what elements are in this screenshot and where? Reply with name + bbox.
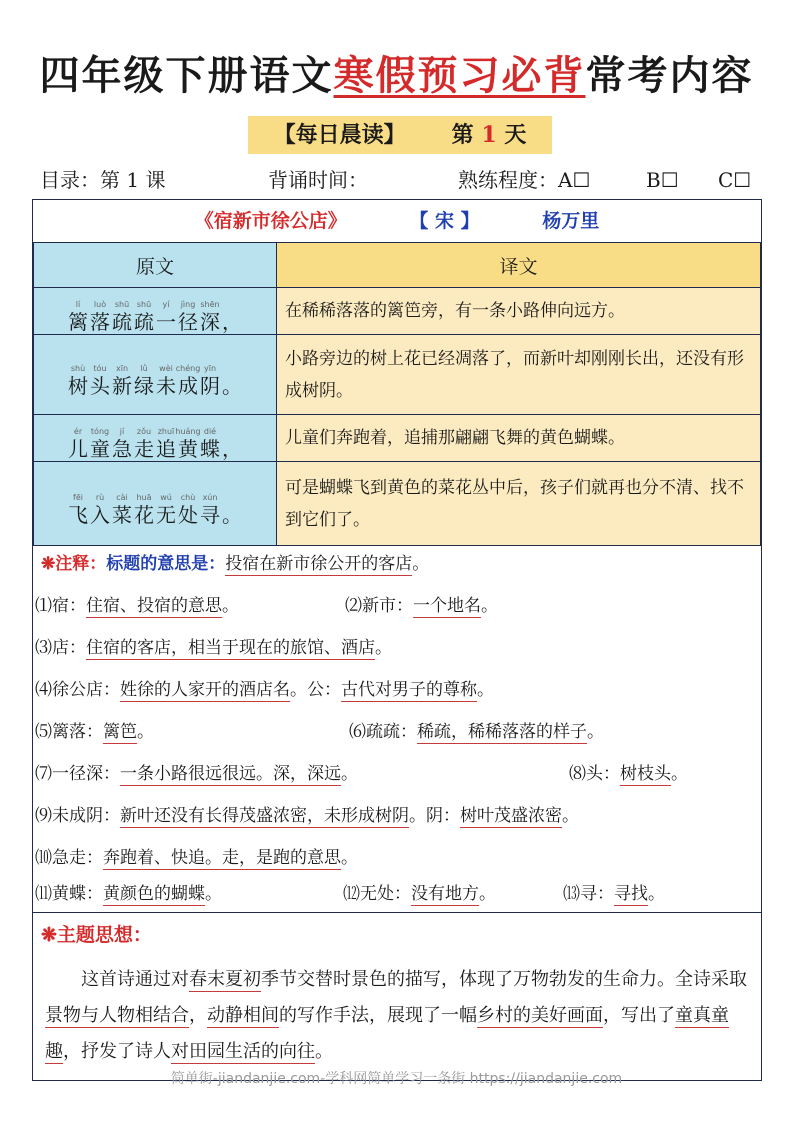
theme-underlined: 春末夏初 xyxy=(189,969,261,990)
poem-character xyxy=(90,364,111,398)
poem-character xyxy=(156,427,177,461)
pinyin: cài xyxy=(116,492,128,502)
pinyin: chéng xyxy=(175,363,201,373)
hanzi: 篱 xyxy=(68,310,88,334)
notes-label: ❋注释： xyxy=(41,554,107,574)
proficiency-c: C☐ xyxy=(718,168,752,192)
poem-character xyxy=(178,300,199,334)
poem-character xyxy=(222,300,243,334)
hanzi: 童 xyxy=(90,437,110,461)
table-row xyxy=(34,462,761,546)
hanzi: 一 xyxy=(156,310,176,334)
note-text: 篱笆 xyxy=(103,722,137,742)
poem-title: 《宿新市徐公店》 xyxy=(194,210,347,232)
pinyin: wú xyxy=(160,492,172,502)
pinyin: yīn xyxy=(203,363,217,373)
punct: 。 xyxy=(375,638,392,658)
table-row xyxy=(34,415,761,462)
hanzi: 头 xyxy=(90,373,110,398)
hanzi: 飞 xyxy=(68,502,88,527)
note-item xyxy=(569,756,688,792)
translation-line: 小路旁边的树上花已经凋落了，而新叶却刚刚长出，还没有形成树阴。 xyxy=(277,335,761,415)
page-title xyxy=(0,48,793,104)
note-label: ⑽急走： xyxy=(35,848,103,868)
day-label-prefix: 第 xyxy=(451,122,474,148)
punct: 。 xyxy=(341,848,358,868)
pinyin: zǒu xyxy=(136,427,152,436)
original-line xyxy=(34,462,277,546)
poem-character xyxy=(68,493,89,527)
catalog-text: 目录：第 1 课 xyxy=(40,168,166,192)
note-item xyxy=(35,840,358,876)
pinyin: tóng xyxy=(90,427,110,436)
poem-character xyxy=(90,300,111,334)
note-item xyxy=(345,588,498,624)
poem-character xyxy=(222,493,243,527)
note-label: ⑾黄蝶： xyxy=(35,884,103,904)
poem-author: 杨万里 xyxy=(542,210,600,232)
note-text: 树叶茂盛浓密 xyxy=(460,806,562,826)
hanzi: ， xyxy=(222,310,242,334)
day-number: 1 xyxy=(481,122,497,148)
poem-character xyxy=(112,364,133,398)
pinyin: huā xyxy=(136,492,152,502)
title-meaning: 投宿在新市徐公开的客店 xyxy=(225,554,413,574)
pinyin: zhuī xyxy=(157,427,175,436)
title-part-2: 常考内容 xyxy=(585,53,754,99)
punct: 。 xyxy=(412,554,430,574)
translation-line: 在稀稀落落的篱笆旁，有一条小路伸向远方。 xyxy=(277,288,761,335)
proficiency-b: B☐ xyxy=(646,168,679,192)
note-text: 黄颜色的蝴蝶 xyxy=(103,884,205,904)
hanzi: 落 xyxy=(90,310,110,334)
hanzi: 黄 xyxy=(178,437,198,461)
original-line xyxy=(34,335,277,415)
note-label: ⑵新市： xyxy=(345,596,413,616)
poem-table xyxy=(33,242,761,546)
translation-line: 可是蝴蝶飞到黄色的菜花丛中后，孩子们就再也分不清、找不到它们了。 xyxy=(277,462,761,546)
note-item xyxy=(563,876,665,912)
pinyin: luò xyxy=(93,300,107,309)
hanzi: 追 xyxy=(156,437,176,461)
day-label-suffix: 天 xyxy=(504,122,527,148)
table-row xyxy=(34,288,761,335)
note-item xyxy=(35,588,239,624)
theme-text: 季节交替时景色的描写，体现了万物勃发的生命力。全诗采取 xyxy=(261,969,747,990)
hanzi: 成 xyxy=(178,373,198,398)
poem-character xyxy=(68,427,89,461)
note-text: 住宿、投宿的意思 xyxy=(86,596,222,616)
hanzi: 树 xyxy=(68,373,88,398)
note-text: 姓徐的人家开的酒店名 xyxy=(120,680,290,700)
table-row xyxy=(34,335,761,415)
poem-character xyxy=(134,300,155,334)
pinyin: lí xyxy=(75,300,81,309)
punct: 。 xyxy=(137,722,154,742)
note-text: 一条小路很远很远。深，深远 xyxy=(120,764,341,784)
poem-character xyxy=(175,363,201,398)
hanzi: 无 xyxy=(156,502,176,527)
pinyin: huáng xyxy=(175,427,201,436)
note-item xyxy=(35,714,154,750)
punct: 。 xyxy=(205,884,222,904)
note-label: ⑴宿： xyxy=(35,596,86,616)
theme-heading: ❋主题思想： xyxy=(41,924,152,946)
title-highlight: 寒假预习必背 xyxy=(333,53,586,99)
poem-character xyxy=(134,364,155,398)
theme-underlined: 对田园生活的向往 xyxy=(171,1041,315,1062)
footer-watermark: 简单街-jiandanjie.com-学科网简单学习一条街 https://jiandanjie.com xyxy=(170,1071,623,1087)
theme-underlined: 乡村的美好画面 xyxy=(477,1005,603,1026)
poem-character xyxy=(156,364,177,398)
pinyin: jìng xyxy=(180,300,196,309)
punct: 。 xyxy=(562,806,579,826)
poem-character xyxy=(112,493,133,527)
column-header-translation: 译文 xyxy=(277,243,761,288)
theme-text: 的写作手法，展现了一幅 xyxy=(279,1005,477,1026)
note-item xyxy=(35,672,494,708)
pinyin: lǜ xyxy=(140,363,148,373)
poem-character xyxy=(200,364,221,398)
theme-underlined: 动静相间 xyxy=(207,1005,279,1026)
notes-section xyxy=(33,542,761,913)
daily-reading-banner xyxy=(248,116,552,154)
theme-text: ，写出了 xyxy=(603,1005,675,1026)
hanzi: 花 xyxy=(134,502,154,527)
poem-character xyxy=(134,427,155,461)
note-text: 一个地名 xyxy=(413,596,481,616)
note-label: ⑿无处： xyxy=(343,884,411,904)
daily-reading-label: 【每日晨读】 xyxy=(273,122,406,148)
pinyin: shēn xyxy=(200,300,220,309)
pinyin: fēi xyxy=(73,492,83,502)
hanzi: 急 xyxy=(112,437,132,461)
note-label: ⑶店： xyxy=(35,638,86,658)
poem-character xyxy=(156,300,177,334)
hanzi: 儿 xyxy=(68,437,88,461)
pinyin: yí xyxy=(162,300,170,309)
punct: 。 xyxy=(477,680,494,700)
poem-header xyxy=(33,200,761,243)
recite-time-text: 背诵时间： xyxy=(268,168,368,192)
title-part-1: 四年级下册语文 xyxy=(39,53,334,99)
hanzi: 。 xyxy=(222,373,242,398)
note-item xyxy=(343,876,496,912)
hanzi: 绿 xyxy=(134,373,154,398)
theme-body xyxy=(45,962,749,1070)
poem-character xyxy=(112,427,133,461)
poem-character xyxy=(200,300,221,334)
pinyin: ér xyxy=(73,427,83,436)
punct: 。 xyxy=(481,596,498,616)
note-text: 稀疏，稀稀落落的样子 xyxy=(417,722,587,742)
pinyin: rù xyxy=(95,492,105,502)
poem-character xyxy=(200,493,221,527)
hanzi: 。 xyxy=(222,502,242,527)
translation-line: 儿童们奔跑着，追捕那翩翩飞舞的黄色蝴蝶。 xyxy=(277,415,761,462)
poem-character xyxy=(90,493,111,527)
theme-text: 。 xyxy=(315,1041,333,1062)
punct: 。 xyxy=(222,596,239,616)
theme-text: ， xyxy=(189,1005,207,1026)
content-frame xyxy=(32,199,762,1081)
column-header-original: 原文 xyxy=(34,243,277,288)
hanzi: 入 xyxy=(90,502,110,527)
punct: 。 xyxy=(671,764,688,784)
hanzi: 新 xyxy=(112,373,132,398)
poem-character xyxy=(222,427,243,461)
punct: 。 xyxy=(479,884,496,904)
note-text: 寻找 xyxy=(614,884,648,904)
pinyin: dié xyxy=(203,427,217,436)
theme-text: ，抒发了诗人 xyxy=(63,1041,171,1062)
poem-character xyxy=(68,300,89,334)
note-label: ⑷徐公店： xyxy=(35,680,120,700)
pinyin: chù xyxy=(180,492,196,502)
pinyin: tóu xyxy=(93,363,107,373)
hanzi: ， xyxy=(222,437,242,461)
note-text: 树枝头 xyxy=(620,764,671,784)
poem-character xyxy=(175,427,201,461)
poem-character xyxy=(90,427,111,461)
poem-character xyxy=(112,300,133,334)
note-item xyxy=(35,630,392,666)
note-label: ⒀寻： xyxy=(563,884,614,904)
note-text: 奔跑着、快追。走，是跑的意思 xyxy=(103,848,341,868)
pinyin: xīn xyxy=(115,363,129,373)
note-label: 。公： xyxy=(290,680,341,700)
pinyin: xún xyxy=(202,492,218,502)
pinyin: jí xyxy=(119,427,125,436)
note-label: ⑺一径深： xyxy=(35,764,120,784)
hanzi: 深 xyxy=(200,310,220,334)
theme-underlined: 童真童趣 xyxy=(45,1005,729,1062)
poem-character xyxy=(68,364,89,398)
note-item xyxy=(35,798,579,834)
punct: 。 xyxy=(648,884,665,904)
hanzi: 走 xyxy=(134,437,154,461)
notes-heading xyxy=(41,546,429,582)
proficiency-a: 熟练程度：A☐ xyxy=(458,168,591,192)
theme-underlined: 景物与人物相结合 xyxy=(45,1005,189,1026)
punct: 。 xyxy=(587,722,604,742)
note-label: 。阴： xyxy=(409,806,460,826)
hanzi: 未 xyxy=(156,373,176,398)
note-text: 新叶还没有长得茂盛浓密，未形成树阴 xyxy=(120,806,409,826)
note-item xyxy=(35,756,358,792)
pinyin: shū xyxy=(136,300,152,309)
note-item xyxy=(35,876,222,912)
original-line xyxy=(34,288,277,335)
pinyin: wèi xyxy=(159,363,173,373)
poem-character xyxy=(134,493,155,527)
hanzi: 处 xyxy=(178,502,198,527)
note-label: ⑸篱落： xyxy=(35,722,103,742)
poem-character xyxy=(156,493,177,527)
hanzi: 疏 xyxy=(112,310,132,334)
poem-character xyxy=(222,364,243,398)
hanzi: 疏 xyxy=(134,310,154,334)
pinyin: shù xyxy=(70,363,86,373)
poem-character xyxy=(178,493,199,527)
punct: 。 xyxy=(341,764,358,784)
note-text: 古代对男子的尊称 xyxy=(341,680,477,700)
note-label: ⑼未成阴： xyxy=(35,806,120,826)
hanzi: 径 xyxy=(178,310,198,334)
note-text: 住宿的客店，相当于现在的旅馆、酒店 xyxy=(86,638,375,658)
hanzi: 菜 xyxy=(112,502,132,527)
hanzi: 寻 xyxy=(200,502,220,527)
hanzi: 阴 xyxy=(200,373,220,398)
note-label: ⑹疏疏： xyxy=(349,722,417,742)
note-label: ⑻头： xyxy=(569,764,620,784)
note-text: 没有地方 xyxy=(411,884,479,904)
hanzi: 蝶 xyxy=(200,437,220,461)
original-line xyxy=(34,415,277,462)
info-row xyxy=(40,164,760,196)
notes-title-label: 标题的意思是： xyxy=(106,554,226,574)
poem-character xyxy=(200,427,221,461)
theme-text: 这首诗通过对 xyxy=(81,969,189,990)
poem-dynasty: 【 宋 】 xyxy=(409,210,480,232)
note-item xyxy=(349,714,604,750)
pinyin: shū xyxy=(114,300,130,309)
